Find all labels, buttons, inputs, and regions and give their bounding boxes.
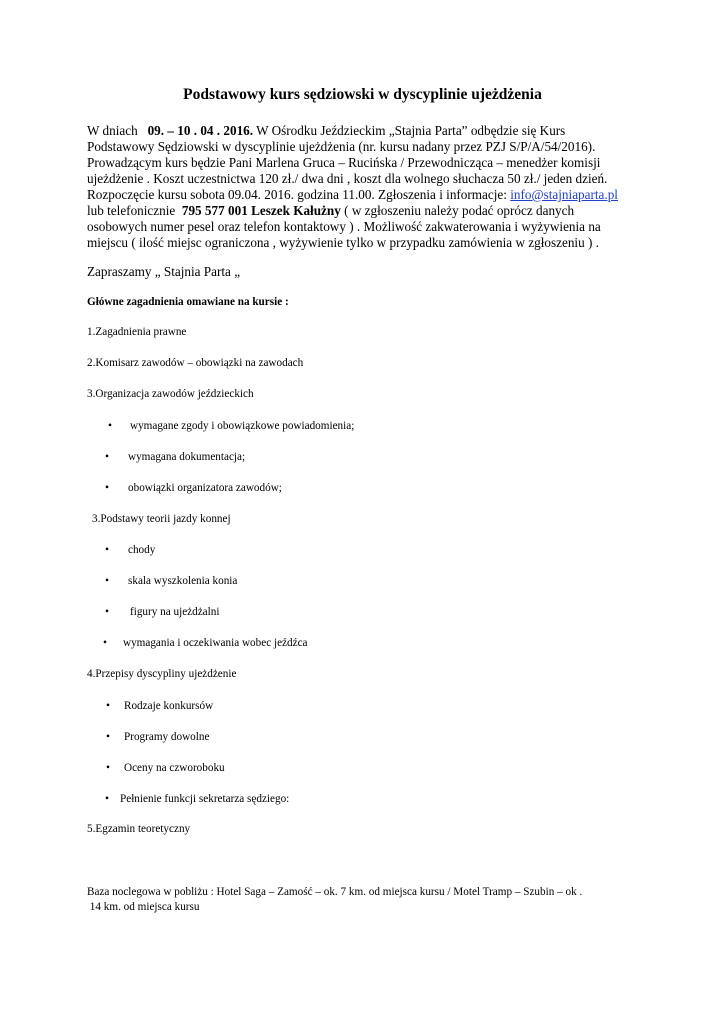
topic-4-bullet-4: wymagania i oczekiwania wobec jeźdźca [123,637,308,649]
topic-3: 3.Organizacja zawodów jeździeckich [87,388,254,400]
phone-contact: 795 577 001 Leszek Kałużny [181,203,341,218]
intro-line-8: miejscu ( ilość miejsc ograniczona , wyżywienie tylko w przypadku zamówienia w zgłoszeniu ) . [87,235,599,250]
bullet-icon: • [106,762,111,774]
bullet-icon: • [105,793,110,805]
intro-text: W dniach [87,123,148,138]
accommodation-line-1: Baza noclegowa w pobliżu : Hotel Saga – Zamość – ok. 7 km. od miejsca kursu / Motel Tramp – Szubin – ok . [87,886,583,898]
bullet-icon: • [106,731,111,743]
topic-5-bullet-2: Programy dowolne [124,731,210,743]
accommodation-line-2: 14 km. od miejsca kursu [87,901,200,913]
topic-3-bullet-1: wymagane zgody i obowiązkowe powiadomienia; [130,420,355,432]
document-title: Podstawowy kurs sędziowski w dyscyplinie ujeżdżenia [183,86,542,103]
accommodation-note [87,885,647,915]
intro-text: Rozpoczęcie kursu sobota 09.04. 2016. godzina 11.00. Zgłoszenia i informacje: [87,187,511,202]
bullet-icon: • [105,482,110,494]
intro-text: ( w zgłoszeniu należy podać oprócz danych [340,203,575,218]
topics-heading: Główne zagadnienia omawiane na kursie : [87,296,289,308]
topic-6: 5.Egzamin teoretyczny [87,823,191,835]
intro-line-4: ujeżdżenie . Koszt uczestnictwa 120 zł./ dwa dni , koszt dla wolnego słuchacza 50 zł./ jeden dzień. [87,171,608,186]
bullet-icon: • [105,575,110,587]
topic-4-bullet-1: chody [128,544,156,556]
intro-line-2: Podstawowy Sędziowski w dyscyplinie ujeżdżenia (nr. kursu nadany przez PZJ S/P/A/54/2016). [87,139,596,154]
intro-line-3: Prowadzącym kurs będzie Pani Marlena Gruca – Rucińska / Przewodnicząca – menedżer komisji [87,155,601,170]
topic-3-bullet-2: wymagana dokumentacja; [128,451,246,463]
topic-5-bullet-4: Pełnienie funkcji sekretarza sędziego: [120,793,290,805]
topic-1: 1.Zagadnienia prawne [87,326,187,338]
intro-paragraph [87,123,647,251]
email-link[interactable]: info@stajniaparta.pl [510,187,618,202]
topic-5-bullet-1: Rodzaje konkursów [124,700,214,712]
topic-5-bullet-3: Oceny na czworoboku [124,762,225,774]
intro-line-1 [87,123,647,139]
topic-4: 3.Podstawy teorii jazdy konnej [92,513,231,525]
bullet-icon: • [105,451,110,463]
course-dates: 09. – 10 . 04 . 2016. [147,123,254,138]
topic-4-bullet-3: figury na ujeżdżalni [130,606,220,618]
invitation-text: Zapraszamy „ Stajnia Parta „ [87,264,241,279]
intro-text: W Ośrodku Jeździeckim „Stajnia Parta” odbędzie się Kurs [253,123,566,138]
topic-3-bullet-3: obowiązki organizatora zawodów; [128,482,282,494]
bullet-icon: • [105,544,110,556]
bullet-icon: • [105,606,110,618]
bullet-icon: • [106,700,111,712]
topic-4-bullet-2: skala wyszkolenia konia [128,575,238,587]
topic-5: 4.Przepisy dyscypliny ujeżdżenie [87,668,237,680]
intro-line-6 [87,203,647,219]
bullet-icon: • [103,637,108,649]
intro-line-7: osobowych numer pesel oraz telefon kontaktowy ) . Możliwość zakwaterowania i wyżywienia na [87,219,601,234]
bullet-icon: • [108,420,113,432]
intro-line-5 [87,187,647,203]
intro-text: lub telefonicznie [87,203,182,218]
topic-2: 2.Komisarz zawodów – obowiązki na zawodach [87,357,304,369]
